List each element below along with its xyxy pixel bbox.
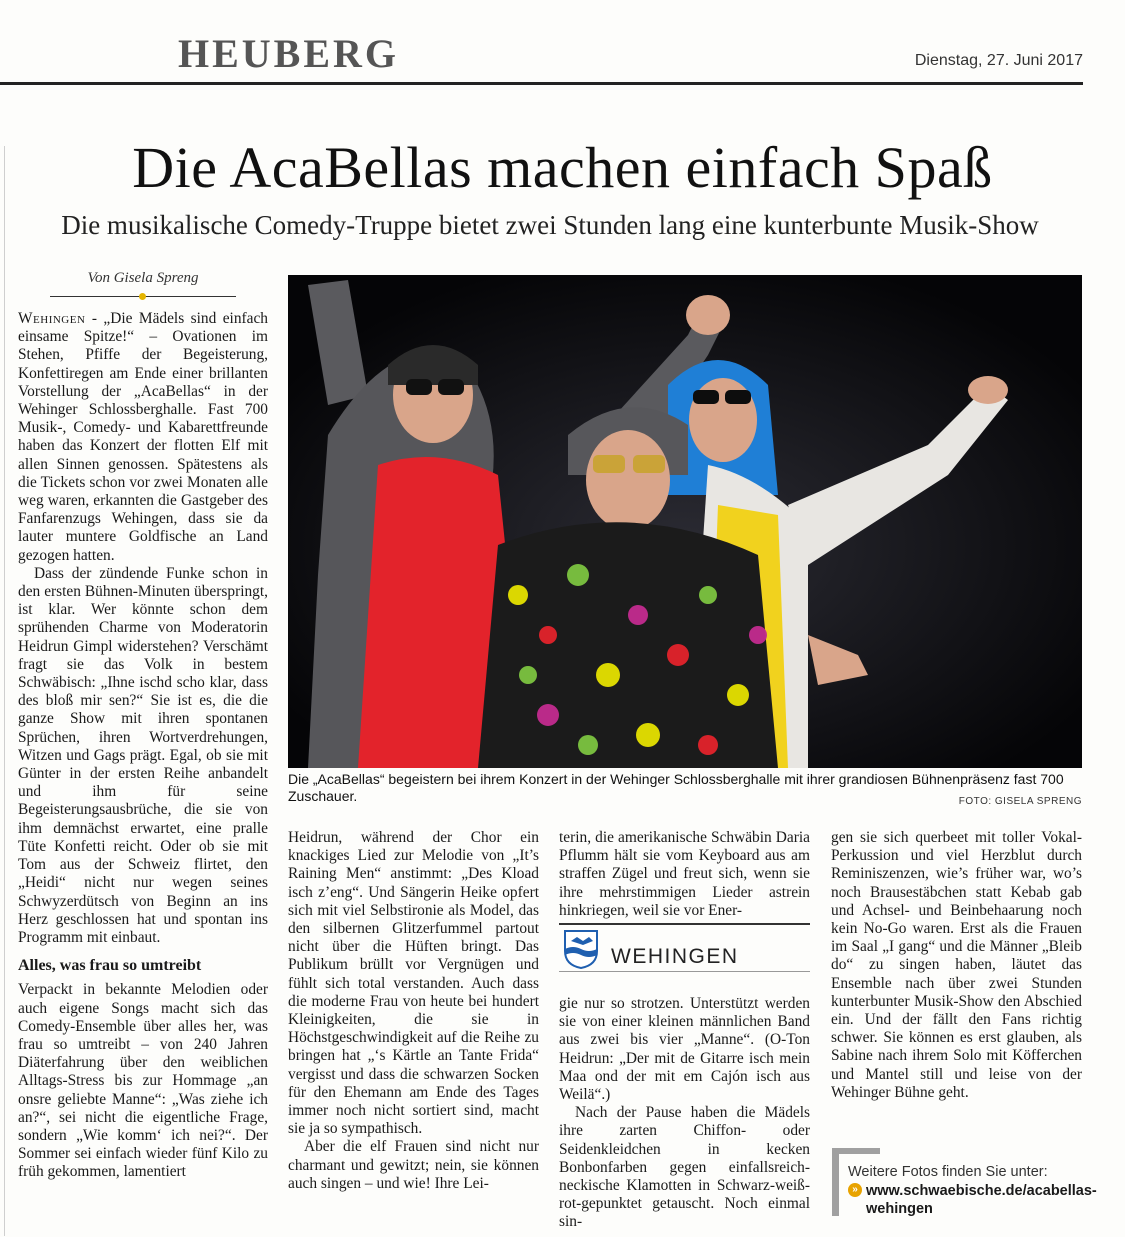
more-photos-url[interactable]: www.schwaebische.de/acabellas-wehingen	[866, 1183, 1097, 1217]
column-1	[18, 310, 268, 1230]
byline-dot-icon	[139, 293, 146, 300]
left-margin-rule	[4, 146, 5, 1236]
double-arrow-icon: »	[848, 1183, 862, 1197]
headline: Die AcaBellas machen einfach Spaß	[132, 135, 993, 200]
more-box-bracket	[832, 1148, 839, 1216]
photo-credit: FOTO: GISELA SPRENG	[958, 796, 1082, 807]
column-3-continued	[559, 995, 810, 1230]
town-box-rule-bottom	[559, 971, 810, 972]
dateline: Wehingen	[18, 310, 86, 327]
paragraph: Dass der zündende Funke schon in den ersten Bühnen-Minuten überspringt, ist klar. Wer könnte schon dem sprühenden Charme von Moderatorin Heidrun Gimpl widerstehen? Verschämt fragt sie das Volk in bestem Schwäbisch: „Ihne ischd scho klar, dass des bloß mir sen?“ Sie ist es, die die ganze Show mit ihren spontanen Sprüchen, ihren Wortverdrehungen, Witzen und Gags prägt. Egal, ob sie mit Günter in der ersten Reihe anbandelt und ihm für seine Begeisterungsausbrüche, die sie von ihm demnächst erwartet, eine pralle Tüte Konfetti reicht. Oder ob sie mit Tom aus der Schweiz flirtet, den „Heidi“ nicht nur wegen seines Schwyzerdütsch von Beginn an ins Herz geschlossen hat und spontan ins Programm mit einbaut.	[18, 564, 268, 946]
more-photos-box	[832, 1148, 1097, 1218]
column-2	[288, 829, 539, 1229]
more-box-bracket-top	[832, 1148, 880, 1154]
paragraph: Wehingen - „Die Mädels sind einfach einsame Spitze!“ – Ovationen im Stehen, Pfiffe der Begeisterung, Konfettiregen am Ende einer brillanten Vorstellung der „AcaBellas“ in der Wehinger Schlossberghalle. Fast 700 Musik-, Comedy- und Kabarettfreunde haben das Konzert der flotten Elf mit allen Sinnen genossen. Spätestens als die Tickets schon vor zwei Monaten alle weg waren, erkannten die Gastgeber des Fanfarenzugs Wehingen, dass sie da lauter muntere Goldfische an Land gezogen hatten.	[18, 310, 268, 564]
paragraph: gie nur so strotzen. Unterstützt werden sie von einer kleinen männlichen Band aus zwei bis vier „Manne“. (O-Ton Heidrun: „Der mit de Gitarre isch mein Maa ond der mit em Cajón isch aus Weilä“.)	[559, 995, 810, 1104]
performers-illustration	[288, 275, 1082, 768]
byline: Von Gisela Spreng	[87, 270, 199, 286]
paragraph: terin, die amerikanische Schwäbin Daria Pflumm hält sie vom Keyboard aus am straffen Zügel und freut sich, wenn sie ihre mehrstimmigen Lieder astrein hinkriegen, weil sie vor Ener-	[559, 829, 810, 919]
photo-caption: Die „AcaBellas“ begeistern bei ihrem Konzert in der Wehinger Schlossberghalle mit ihrer grandiosen Bühnenpräsenz fast 700 Zuschauer.	[288, 771, 1064, 804]
paragraph: Heidrun, während der Chor ein knackiges Lied zur Melodie von „It’s Raining Men“ anstimmt: „Des Kload isch z’eng“. Und Sängerin Heike opfert sich mit viel Selbstironie als Model, das den silbernen Glitzerfummel partout nicht über die Hüften bringt. Das Publikum brüllt vor Vergnügen und fühlt sich total verstanden. Auch dass die moderne Frau von heute bei hundert Kleinigkeiten, die sie in Höchstgeschwindigkeit auf die Reihe zu bringen hat „‘s Kärtle an Tante Frida“ vergisst und dass die schwarzen Socken für den Ehemann am Ende des Tages immer noch nicht sortiert sind, macht sie ja so sympathisch.	[288, 829, 539, 1138]
more-photos-label: Weitere Fotos finden Sie unter:	[848, 1164, 1048, 1180]
intertitle: Alles, was frau so umtreibt	[18, 957, 202, 975]
town-box	[559, 923, 810, 975]
subheadline: Die musikalische Comedy-Truppe bietet zwei Stunden lang eine kunterbunte Musik-Show	[61, 210, 1039, 240]
town-name: WEHINGEN	[611, 945, 739, 968]
town-crest-icon	[563, 929, 599, 969]
paragraph: Aber die elf Frauen sind nicht nur charmant und gewitzt; nein, sie können auch singen – und wie! Ihre Lei-	[288, 1138, 539, 1192]
section-name: HEUBERG	[178, 31, 400, 76]
header-rule	[0, 82, 1083, 85]
concert-photo	[288, 275, 1082, 768]
paragraph: gen sie sich querbeet mit toller Vokal-Perkussion und viel Herzblut durch Reminiszenzen, wie’s früher war, wo’s noch Brausestäbchen statt Kebab gab und Achsel- und Beinbehaarung noch kein No-Go waren. Erst als die Frauen im Saal „I gang“ und die Männer „Bleib do“ zu singen haben, läutet das Ensemble nach über zwei Stunden kunterbunter Musik-Show den Abschied ein. Und der fällt den Fans richtig schwer. Sie können es erst glauben, als Sabine nach ihrem Solo mit Köfferchen und Mantel still und leise von der Wehinger Bühne geht.	[831, 829, 1082, 1101]
column-3	[559, 829, 810, 921]
issue-date: Dienstag, 27. Juni 2017	[914, 52, 1083, 69]
paragraph: Nach der Pause haben die Mädels ihre zarten Chiffon- oder Seidenkleidchen in kecken Bonbonfarben gegen einfallsreich-neckische Klamotten in Schwarz-weiß-rot-gepunktet getauscht. Noch einmal sin-	[559, 1104, 810, 1230]
column-4	[831, 829, 1082, 1129]
more-photos-link[interactable]	[848, 1182, 1097, 1218]
paragraph: Verpackt in bekannte Melodien oder auch eigene Songs macht sich das Comedy-Ensemble über alles her, was frau so umtreibt – von 240 Jahren Diäterfahrung über den weiblichen Alltags-Stress bis zur Hommage „an onsre geliebte Manne“: „Was ziehe ich an?“, sei nicht die eigentliche Frage, sondern „Wie komm‘ ich nei?“. Der Sommer sei einfach wieder fünf Kilo zu früh gekommen, lamentiert	[18, 981, 268, 1181]
town-box-rule-top	[559, 923, 810, 925]
